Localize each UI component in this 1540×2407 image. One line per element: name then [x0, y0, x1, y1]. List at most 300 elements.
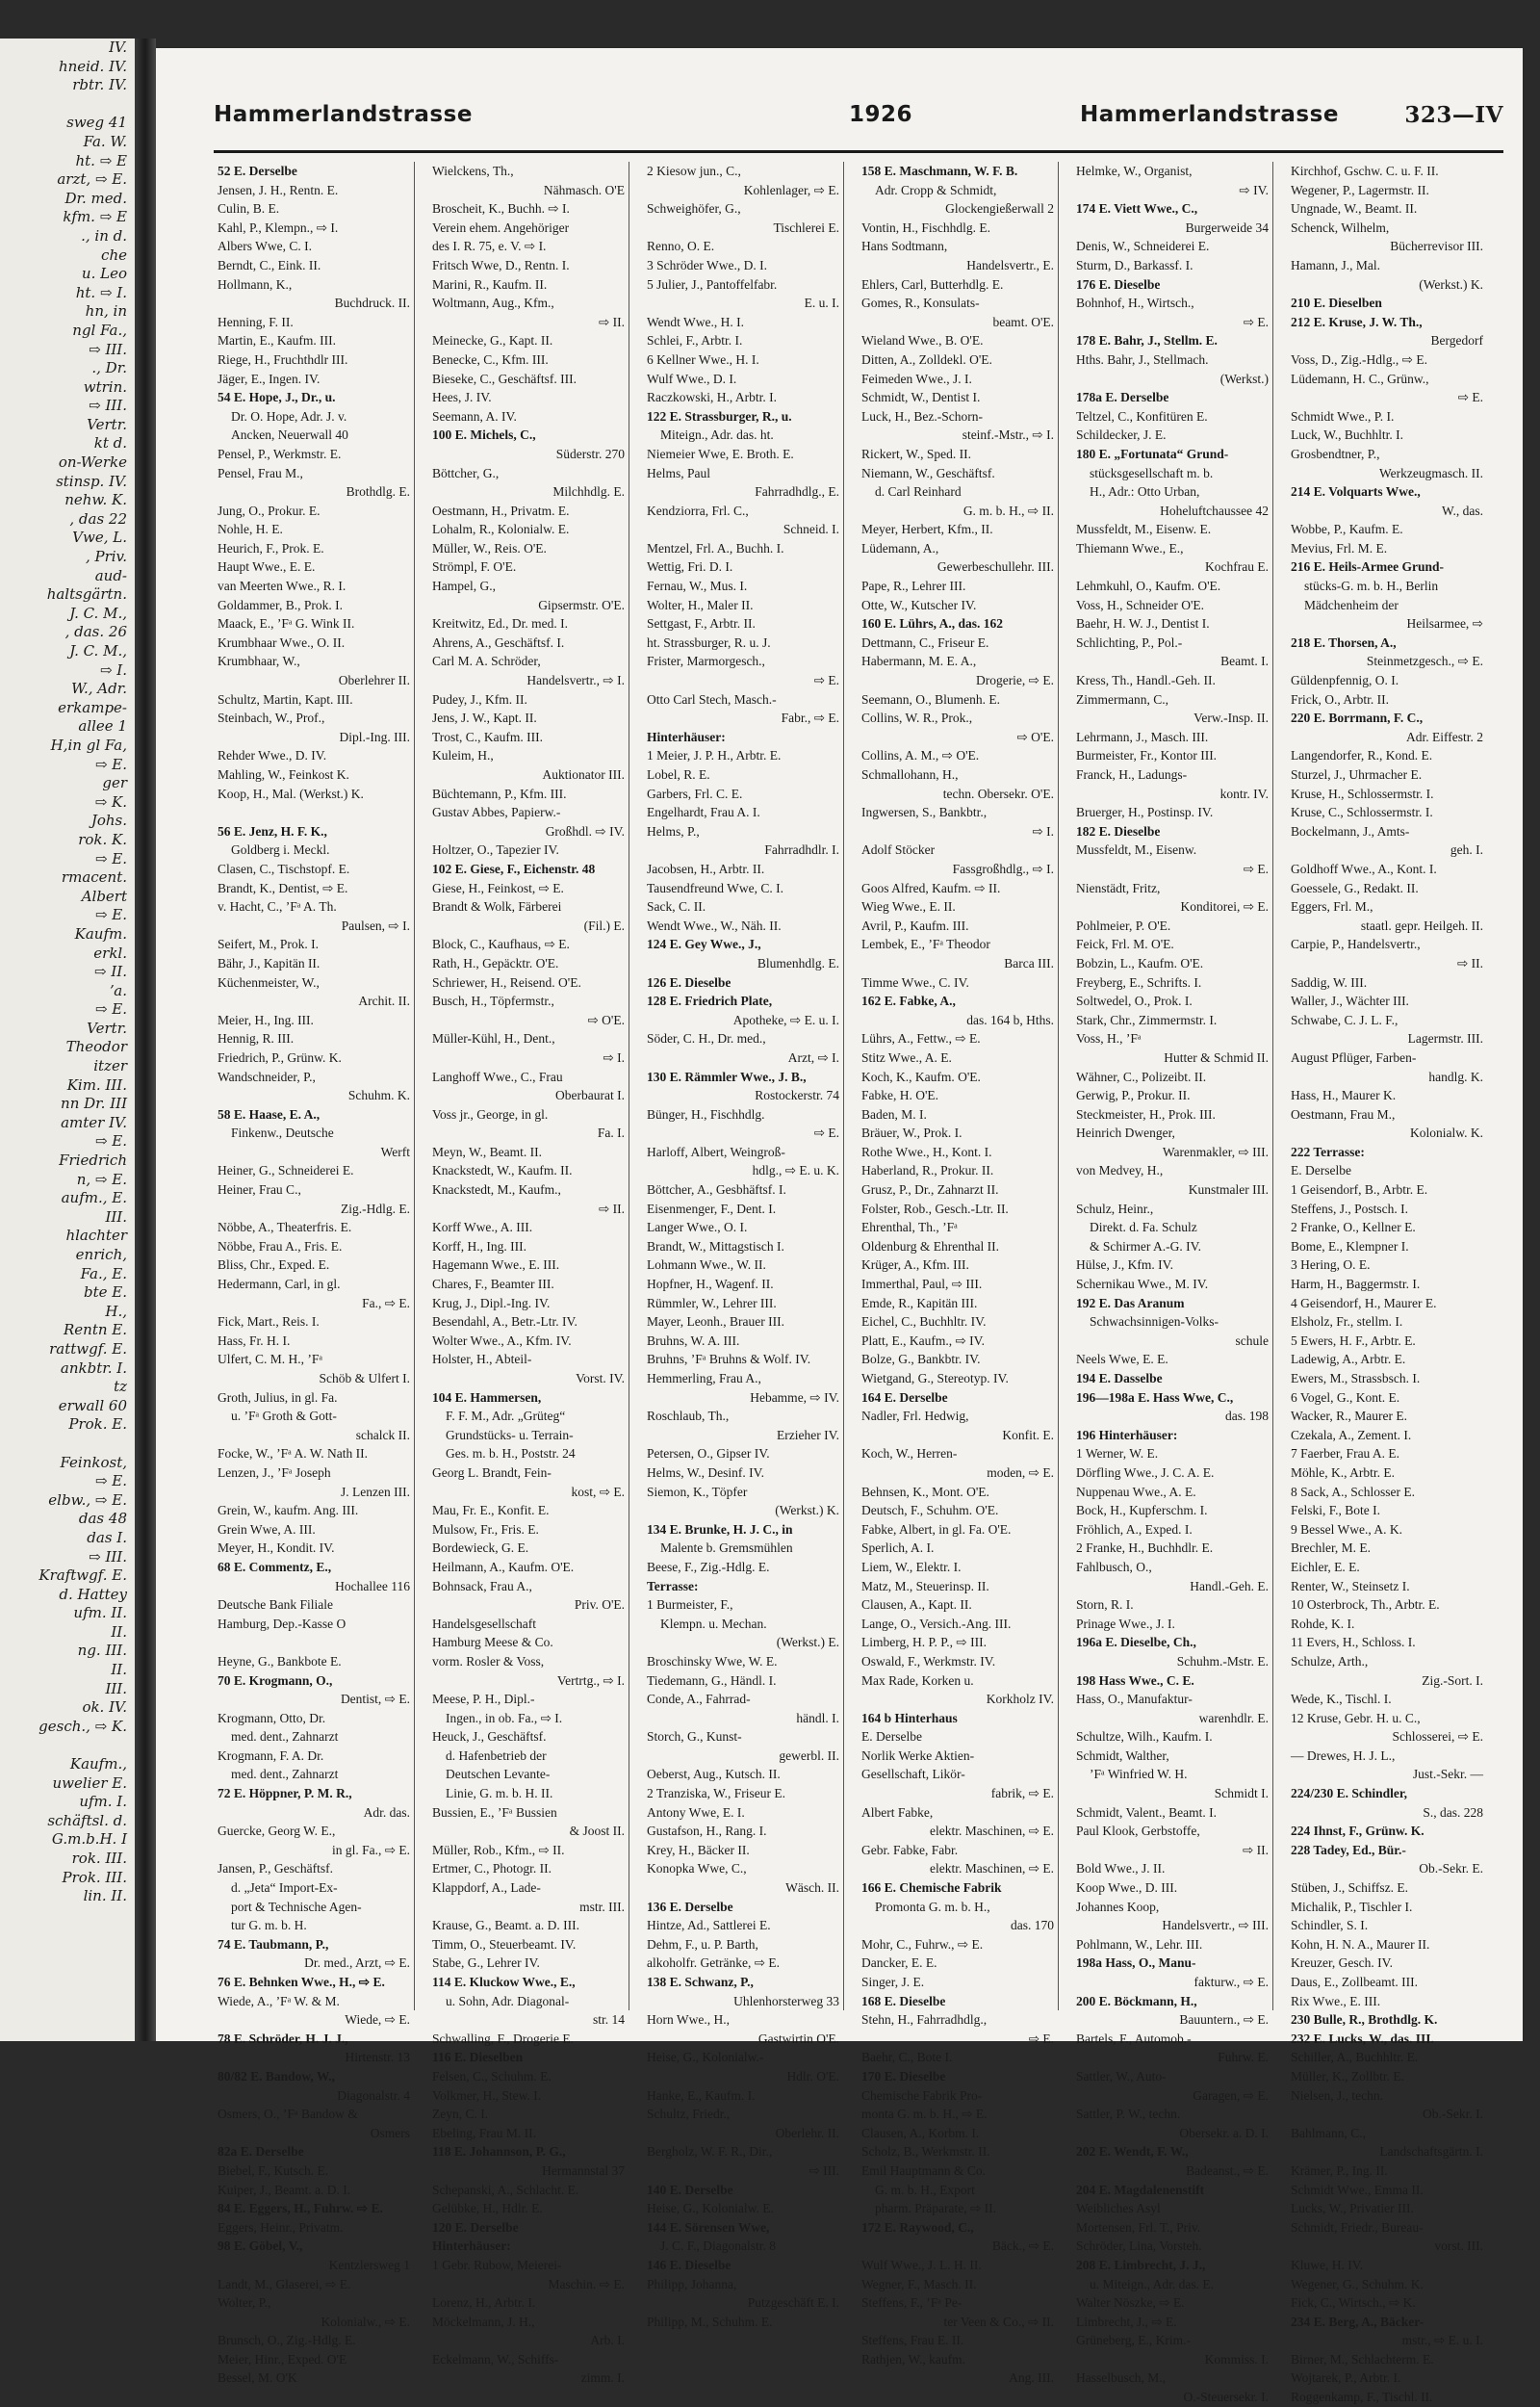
- resident-entry: Bergholz, W. F. R., Dir.,: [647, 2144, 773, 2160]
- resident-entry: Hermannstal 37: [542, 2162, 625, 2178]
- house-number-entry: 68 E. Commentz, E.,: [218, 1559, 332, 1574]
- house-number-entry: 128 E. Friedrich Plate,: [647, 994, 773, 1009]
- prev-page-line: erkl.: [93, 944, 127, 962]
- resident-entry: techn. Obersekr. O'E.: [942, 786, 1054, 801]
- resident-entry: Buchdruck. II.: [334, 296, 410, 311]
- resident-entry: Krogmann, Otto, Dr.: [218, 1710, 326, 1725]
- prev-page-line: ufm. II.: [73, 1604, 127, 1622]
- resident-entry: Heinrich Dwenger,: [1076, 1126, 1175, 1141]
- resident-entry: Mayer, Leonh., Brauer III.: [647, 1314, 785, 1330]
- resident-entry: 2 Tranziska, W., Friseur E.: [647, 1786, 786, 1801]
- resident-entry: Eichler, E. E.: [1291, 1559, 1360, 1574]
- resident-entry: Dancker, E. E.: [861, 1955, 937, 1971]
- resident-entry: ⇨ IV.: [1239, 182, 1269, 197]
- resident-entry: Gustafson, H., Rang. I.: [647, 1824, 767, 1839]
- resident-entry: Bohnhof, H., Wirtsch.,: [1076, 296, 1194, 311]
- resident-entry: Schmidt Wwe., P. I.: [1291, 408, 1395, 424]
- resident-entry: Bome, E., Klempner I.: [1291, 1238, 1409, 1254]
- resident-entry: Stüben, J., Schiffsz. E.: [1291, 1880, 1408, 1896]
- resident-entry: u. Miteign., Adr. das. E.: [1090, 2276, 1214, 2291]
- prev-page-line: Kaufm.,: [69, 1755, 127, 1773]
- resident-entry: Gesellschaft, Likör-: [861, 1767, 965, 1782]
- resident-entry: Bohnsack, Frau A.,: [432, 1578, 532, 1593]
- resident-entry: Voss jr., George, in gl.: [432, 1106, 549, 1122]
- resident-entry: Henning, F. II.: [218, 314, 294, 329]
- house-number-entry: 72 E. Höppner, P. M. R.,: [218, 1786, 352, 1801]
- resident-entry: Schernikau Wwe., M. IV.: [1076, 1277, 1209, 1292]
- resident-entry: Stabe, G., Lehrer IV.: [432, 1955, 540, 1971]
- resident-entry: Trost, C., Kaufm. III.: [432, 729, 544, 744]
- resident-entry: Storn, R. I.: [1076, 1597, 1134, 1613]
- prev-page-line: Friedrich: [59, 1152, 127, 1170]
- resident-entry: Werkzeugmasch. II.: [1379, 465, 1483, 480]
- resident-entry: Konfit. E.: [1002, 1427, 1054, 1442]
- resident-entry: Just.-Sekr. —: [1412, 1767, 1483, 1782]
- resident-entry: Heilsarmee, ⇨: [1406, 616, 1483, 632]
- resident-entry: Bliss, Chr., Exped. E.: [218, 1257, 330, 1273]
- resident-entry: ⇨ II.: [598, 314, 625, 329]
- resident-entry: Lembek, E., ʼFᵃ Theodor: [861, 937, 990, 952]
- resident-entry: stücks-G. m. b. H., Berlin: [1304, 579, 1439, 594]
- resident-entry: Oestmann, Frau M.,: [1291, 1106, 1396, 1122]
- resident-entry: Emde, R., Kapitän III.: [861, 1295, 978, 1310]
- resident-entry: Hampel, G.,: [432, 579, 496, 594]
- resident-entry: Otto Carl Stech, Masch.-: [647, 691, 777, 707]
- resident-entry: Steffens, F., ʼFᵃ Pe-: [861, 2295, 962, 2311]
- prev-page-line: ⇨ K.: [94, 792, 127, 811]
- resident-entry: Hamburg, Dep.-Kasse O: [218, 1616, 346, 1631]
- resident-entry: Eggers, Heinr., Privatm.: [218, 2219, 344, 2235]
- house-number-entry: 138 E. Schwanz, P.,: [647, 1975, 754, 1989]
- resident-entry: Müller, Rob., Kfm., ⇨ II.: [432, 1842, 565, 1857]
- house-number-entry: 144 E. Sörensen Wwe,: [647, 2219, 770, 2235]
- resident-entry: Lehrmann, J., Masch. III.: [1076, 729, 1209, 744]
- resident-entry: O.-Steuersekr. I.: [1183, 2390, 1269, 2405]
- resident-entry: Daus, E., Zollbeamt. III.: [1291, 1975, 1418, 1989]
- resident-entry: Weibliches Asyl: [1076, 2201, 1161, 2216]
- resident-entry: Mentzel, Frl. A., Buchh. I.: [647, 540, 784, 556]
- resident-entry: Sperlich, A. I.: [861, 1540, 935, 1556]
- resident-entry: Maschin. ⇨ E.: [548, 2276, 625, 2291]
- resident-entry: Bünger, H., Fischhdlg.: [647, 1106, 765, 1122]
- prev-page-line: rbtr. IV.: [72, 76, 127, 94]
- prev-page-line: Kraftwgf. E.: [38, 1566, 127, 1585]
- resident-entry: Limberg, H. P. P., ⇨ III.: [861, 1635, 987, 1650]
- resident-entry: Albert Fabke,: [861, 1804, 934, 1820]
- resident-entry: Grusz, P., Dr., Zahnarzt II.: [861, 1182, 999, 1198]
- resident-entry: Immerthal, Paul, ⇨ III.: [861, 1277, 983, 1292]
- prev-page-line: tz: [114, 1378, 127, 1396]
- resident-entry: Rümmler, W., Lehrer III.: [647, 1295, 777, 1310]
- resident-entry: Sack, C. II.: [647, 899, 706, 915]
- resident-entry: Gebr. Fabke, Fabr.: [861, 1842, 959, 1857]
- resident-entry: vorst. III.: [1434, 2239, 1483, 2254]
- page-header: [214, 102, 1503, 153]
- resident-entry: Walter Nöszke, ⇨ E.: [1076, 2295, 1185, 2311]
- resident-entry: Niemeier Wwe, E. Broth. E.: [647, 446, 794, 461]
- resident-entry: kontr. IV.: [1219, 786, 1269, 801]
- resident-entry: Stehn, H., Fahrradhdlg.,: [861, 2012, 988, 2028]
- resident-entry: Klempn. u. Mechan.: [660, 1616, 767, 1631]
- resident-entry: Fahrradhdlg., E.: [755, 484, 839, 500]
- resident-entry: alkoholfr. Getränke, ⇨ E.: [647, 1955, 781, 1971]
- resident-entry: Schulz, Heinr.,: [1076, 1201, 1154, 1216]
- resident-entry: Rothe Wwe., H., Kont. I.: [861, 1144, 992, 1159]
- resident-entry: Otte, W., Kutscher IV.: [861, 597, 977, 612]
- resident-entry: Oberlehrer II.: [338, 673, 410, 688]
- resident-entry: Luck, H., Bez.-Schorn-: [861, 408, 983, 424]
- house-number-entry: 196—198a E. Hass Wwe, C.,: [1076, 1389, 1234, 1405]
- prev-page-line: G.m.b.H. I: [51, 1830, 127, 1849]
- resident-entry: Ingen., in ob. Fa., ⇨ I.: [446, 1710, 563, 1725]
- resident-entry: Hedermann, Carl, in gl.: [218, 1277, 341, 1292]
- resident-entry: Wacker, R., Maurer E.: [1291, 1409, 1407, 1424]
- resident-entry: gewerbl. II.: [779, 1747, 839, 1763]
- resident-entry: Ges. m. b. H., Poststr. 24: [446, 1446, 576, 1462]
- resident-entry: Kreuzer, Gesch. IV.: [1291, 1955, 1394, 1971]
- resident-entry: 1 Geisendorf, B., Arbtr. E.: [1291, 1182, 1428, 1198]
- prev-page-line: ok. IV.: [82, 1698, 127, 1717]
- prev-page-line: das 48: [78, 1510, 127, 1528]
- prev-page-line: stinsp. IV.: [56, 472, 127, 490]
- prev-page-line: amter IV.: [61, 1113, 127, 1131]
- prev-page-line: J. C. M.,: [69, 604, 127, 622]
- house-number-entry: Hinterhäuser:: [432, 2239, 511, 2254]
- resident-entry: Beamt. I.: [1220, 654, 1269, 669]
- resident-entry: van Meerten Wwe., R. I.: [218, 579, 346, 594]
- resident-entry: Bergedorf: [1430, 333, 1483, 349]
- resident-entry: Wolter Wwe., A., Kfm. IV.: [432, 1333, 572, 1348]
- prev-page-line: ⇨ III.: [89, 340, 127, 358]
- prev-page-line: Feinkost,: [60, 1453, 127, 1471]
- resident-entry: Eisenmenger, F., Dent. I.: [647, 1201, 777, 1216]
- resident-entry: Grein Wwe, A. III.: [218, 1521, 316, 1537]
- resident-entry: Kuiper, J., Beamt. a. D. I.: [218, 2182, 351, 2197]
- resident-entry: Auktionator III.: [542, 767, 625, 782]
- resident-entry: Collins, A. M., ⇨ O'E.: [861, 748, 980, 764]
- resident-entry: Jensen, J. H., Rentn. E.: [218, 182, 339, 197]
- resident-entry: (Werkst.) K.: [1419, 276, 1483, 292]
- resident-entry: Schöb & Ulfert I.: [319, 1371, 410, 1385]
- resident-entry: Schmidt, Friedr., Bureau-: [1291, 2219, 1424, 2235]
- resident-entry: Heuck, J., Geschäftsf.: [432, 1729, 547, 1745]
- resident-entry: Liem, W., Elektr. I.: [861, 1559, 962, 1574]
- resident-entry: Volkmer, H., Stew. I.: [432, 2087, 542, 2103]
- house-number-entry: 202 E. Wendt, F. W.,: [1076, 2144, 1189, 2160]
- resident-entry: Schröder, Lina, Vorsteh.: [1076, 2239, 1202, 2254]
- resident-entry: Hanke, E., Kaufm. I.: [647, 2087, 756, 2103]
- prev-page-line: II.: [111, 1661, 127, 1679]
- resident-entry: Wäsch. II.: [785, 1880, 839, 1896]
- house-number-entry: 80/82 E. Bandow, W.,: [218, 2068, 335, 2083]
- resident-entry: Matz, M., Steuerinsp. II.: [861, 1578, 989, 1593]
- resident-entry: Brandt, K., Dentist, ⇨ E.: [218, 880, 348, 895]
- resident-entry: Grein, W., kaufm. Ang. III.: [218, 1503, 359, 1518]
- resident-entry: händl. I.: [796, 1710, 839, 1725]
- resident-entry: Krause, G., Beamt. a. D. III.: [432, 1918, 579, 1933]
- resident-entry: Nähmasch. O'E: [543, 182, 625, 197]
- resident-entry: Ehrenthal, Th., ʼFᵃ: [861, 1220, 958, 1235]
- resident-entry: vorm. Rosler & Voss,: [432, 1653, 545, 1669]
- resident-entry: Niemann, W., Geschäftsf.: [861, 465, 995, 480]
- resident-entry: Dettmann, C., Friseur E.: [861, 634, 989, 650]
- resident-entry: Block, C., Kaufhaus, ⇨ E.: [432, 937, 570, 952]
- resident-entry: Lehmkuhl, O., Kaufm. O'E.: [1076, 579, 1221, 594]
- resident-entry: Raczkowski, H., Arbtr. I.: [647, 390, 777, 405]
- resident-entry: ⇨ E.: [1457, 390, 1483, 405]
- resident-entry: Heiner, G., Schneiderei E.: [218, 1163, 354, 1178]
- resident-entry: Johannes Koop,: [1076, 1899, 1160, 1914]
- resident-entry: Jacobsen, H., Arbtr. II.: [647, 861, 765, 876]
- resident-entry: 6 Kellner Wwe., H. I.: [647, 351, 759, 367]
- resident-entry: handlg. K.: [1428, 1069, 1483, 1084]
- house-number-entry: 200 E. Böckmann, H.,: [1076, 1993, 1197, 2008]
- resident-entry: Schmidt, Walther,: [1076, 1747, 1169, 1763]
- resident-entry: Oberlehr. II.: [775, 2125, 839, 2140]
- prev-page-line: II.: [111, 1622, 127, 1641]
- resident-entry: Neels Wwe, E. E.: [1076, 1352, 1168, 1367]
- resident-entry: Warenmakler, ⇨ III.: [1162, 1144, 1269, 1159]
- resident-entry: Lüdemann, A.,: [861, 540, 939, 556]
- resident-entry: Ehlers, Carl, Butterhdlg. E.: [861, 276, 1004, 292]
- resident-entry: Schlei, F., Arbtr. I.: [647, 333, 743, 349]
- resident-entry: Ahrens, A., Geschäftsf. I.: [432, 634, 565, 650]
- resident-entry: Möhle, K., Arbtr. E.: [1291, 1464, 1395, 1480]
- resident-entry: kost, ⇨ E.: [571, 1484, 625, 1499]
- resident-entry: Schriewer, H., Reisend. O'E.: [432, 974, 581, 990]
- resident-entry: Deutsche Bank Filiale: [218, 1597, 333, 1613]
- resident-entry: Bäck., ⇨ E.: [991, 2239, 1054, 2254]
- prev-page-line: Kim. III.: [66, 1075, 127, 1094]
- resident-entry: Helms, W., Desinf. IV.: [647, 1464, 765, 1480]
- prev-page-line: nn Dr. III: [61, 1095, 127, 1113]
- resident-entry: Böttcher, G.,: [432, 465, 500, 480]
- resident-entry: Goessele, G., Redakt. II.: [1291, 880, 1419, 895]
- resident-entry: Schultze, Wilh., Kaufm. I.: [1076, 1729, 1213, 1745]
- prev-page-line: Fa. W.: [83, 132, 127, 150]
- resident-entry: Schuhm.-Mstr. E.: [1176, 1653, 1269, 1669]
- prev-page-line: [0, 1435, 135, 1454]
- resident-entry: — Drewes, H. J. L.,: [1291, 1747, 1396, 1763]
- resident-entry: ⇨ O'E.: [587, 1012, 625, 1027]
- house-number-entry: 168 E. Dieselbe: [861, 1993, 946, 2008]
- resident-entry: E. u. I.: [804, 296, 839, 311]
- header-year: 1926: [849, 102, 913, 127]
- resident-entry: Bock, H., Kupferschm. I.: [1076, 1503, 1208, 1518]
- prev-page-line: allee 1: [78, 717, 127, 736]
- house-number-entry: 172 E. Raywood, C.,: [861, 2219, 974, 2235]
- prev-page-line: nehw. K.: [64, 491, 127, 509]
- resident-entry: steinf.-Mstr., ⇨ I.: [962, 427, 1054, 443]
- resident-entry: Habermann, M. E. A.,: [861, 654, 977, 669]
- resident-entry: Nielsen, J., techn.: [1291, 2087, 1383, 2103]
- resident-entry: Timm, O., Steuerbeamt. IV.: [432, 1936, 577, 1952]
- house-number-entry: 52 E. Derselbe: [218, 164, 297, 178]
- resident-entry: Czekala, A., Zement. I.: [1291, 1427, 1412, 1442]
- resident-entry: August Pflüger, Farben-: [1291, 1049, 1417, 1065]
- resident-entry: Koch, W., Herren-: [861, 1446, 958, 1462]
- resident-entry: Lagermstr. III.: [1407, 1031, 1483, 1047]
- resident-entry: Wieland Wwe., B. O'E.: [861, 333, 984, 349]
- resident-entry: Ungnade, W., Beamt. II.: [1291, 201, 1418, 217]
- resident-entry: Güldenpfennig, O. I.: [1291, 673, 1399, 688]
- resident-entry: ⇨ E.: [1028, 2031, 1054, 2046]
- resident-entry: Drogerie, ⇨ E.: [975, 673, 1054, 688]
- resident-entry: v. Hacht, C., ʼFᵃ A. Th.: [218, 899, 337, 915]
- house-number-entry: 180 E. „Fortunata“ Grund-: [1076, 446, 1229, 461]
- resident-entry: Müller-Kühl, H., Dent.,: [432, 1031, 555, 1047]
- resident-entry: Mortensen, Frl. T., Priv.: [1076, 2219, 1201, 2235]
- resident-entry: Pensel, P., Werkmstr. E.: [218, 446, 342, 461]
- resident-entry: ⇨ E.: [1243, 314, 1269, 329]
- resident-entry: Saddig, W. III.: [1291, 974, 1368, 990]
- resident-entry: tur G. m. b. H.: [231, 1918, 307, 1933]
- resident-entry: das. 198: [1225, 1409, 1269, 1424]
- resident-entry: Koop Wwe., D. III.: [1076, 1880, 1178, 1896]
- resident-entry: Meinecke, G., Kapt. II.: [432, 333, 553, 349]
- prev-page-line: rok. III.: [71, 1850, 127, 1867]
- resident-entry: Wieg Wwe., E. II.: [861, 899, 956, 915]
- resident-entry: Böttcher, A., Gesbhäftsf. I.: [647, 1182, 786, 1198]
- resident-entry: Adolf Stöcker: [861, 842, 936, 858]
- resident-entry: Klappdorf, A., Lade-: [432, 1880, 541, 1896]
- resident-entry: Voss, H., ʼFᵃ: [1076, 1031, 1142, 1047]
- resident-entry: Korff Wwe., A. III.: [432, 1220, 533, 1235]
- resident-entry: u. Sohn, Adr. Diagonal-: [446, 1993, 570, 2008]
- prev-page-line: IV.: [109, 39, 127, 56]
- resident-entry: Marini, R., Kaufm. II.: [432, 276, 548, 292]
- resident-entry: Chemische Fabrik Pro-: [861, 2087, 983, 2103]
- prev-page-line: J. C. M.,: [69, 642, 127, 660]
- resident-entry: G. m. b. H., ⇨ II.: [962, 503, 1054, 518]
- resident-entry: [214, 803, 414, 822]
- house-number-entry: 102 E. Giese, F., Eichenstr. 48: [432, 861, 596, 876]
- resident-entry: 1 Meier, J. P. H., Arbtr. E.: [647, 748, 782, 764]
- resident-entry: Barca III.: [1004, 955, 1054, 971]
- resident-entry: Engelhardt, Frau A. I.: [647, 805, 760, 820]
- resident-entry: Meyer, H., Kondit. IV.: [218, 1540, 335, 1556]
- house-number-entry: 198a Hass, O., Manu-: [1076, 1955, 1196, 1971]
- resident-entry: Goos Alfred, Kaufm. ⇨ II.: [861, 880, 1001, 895]
- resident-entry: Handelsvertr., E.: [966, 257, 1054, 272]
- resident-entry: Michalik, P., Tischler I.: [1291, 1899, 1413, 1914]
- resident-entry: Nadler, Frl. Hedwig,: [861, 1409, 969, 1424]
- prev-page-line: Prok. III.: [62, 1868, 127, 1886]
- prev-page-line: ⇨ E.: [94, 1472, 127, 1490]
- resident-entry: Arzt, ⇨ I.: [787, 1049, 839, 1065]
- resident-entry: Albers Wwe, C. I.: [218, 239, 312, 254]
- resident-entry: Voss, H., Schneider O'E.: [1076, 597, 1205, 612]
- resident-entry: Avril, P., Kaufm. III.: [861, 918, 969, 933]
- resident-entry: ht. Strassburger, R. u. J.: [647, 634, 771, 650]
- resident-entry: Holtzer, O., Tapezier IV.: [432, 842, 559, 858]
- resident-entry: Burmeister, Fr., Kontor III.: [1076, 748, 1218, 764]
- resident-entry: Wandschneider, P.,: [218, 1069, 316, 1084]
- resident-entry: Badeanst., ⇨ E.: [1186, 2162, 1269, 2178]
- resident-entry: Bartels, F., Automob.-: [1076, 2031, 1192, 2046]
- resident-entry: Haupt Wwe., E. E.: [218, 559, 316, 575]
- prev-page-line: ngl Fa.,: [72, 321, 127, 339]
- resident-entry: Schepanski, A., Schlacht. E.: [432, 2182, 579, 2197]
- resident-entry: Sattler, P. W., techn.: [1076, 2107, 1181, 2122]
- resident-entry: Priv. O'E.: [574, 1597, 625, 1613]
- resident-entry: Baden, M. I.: [861, 1106, 927, 1122]
- resident-entry: Rathjen, W., kaufm.: [861, 2351, 965, 2367]
- resident-entry: Ewers, M., Strassbsch. I.: [1291, 1371, 1421, 1385]
- resident-entry: 3 Schröder Wwe., D. I.: [647, 257, 767, 272]
- resident-entry: Erzieher IV.: [777, 1427, 839, 1442]
- resident-entry: Arb. I.: [590, 2333, 625, 2348]
- house-number-entry: 164 b Hinterhaus: [861, 1710, 958, 1725]
- resident-entry: u. ʼFᵃ Groth & Gott-: [231, 1409, 337, 1424]
- prev-page-line: Dr. med.: [64, 189, 127, 207]
- resident-entry: Freyberg, E., Schrifts. I.: [1076, 974, 1202, 990]
- resident-entry: Schulze, Arth.,: [1291, 1653, 1369, 1669]
- resident-entry: Kirchhof, Gschw. C. u. F. II.: [1291, 164, 1439, 178]
- resident-entry: Schenck, Wilhelm,: [1291, 220, 1390, 235]
- house-number-entry: 116 E. Dieselben: [432, 2050, 524, 2065]
- prev-page-line: hneid. IV.: [58, 57, 127, 75]
- resident-entry: 2 Franke, H., Buchhdlr. E.: [1076, 1540, 1214, 1556]
- resident-entry: Meier, H., Ing. III.: [218, 1012, 314, 1027]
- prev-page-line: ger: [102, 774, 127, 792]
- resident-entry: mstr., ⇨ E. u. I.: [1401, 2333, 1483, 2348]
- prev-page-line: kt d.: [93, 434, 127, 453]
- resident-entry: Müller, W., Reis. O'E.: [432, 540, 547, 556]
- resident-entry: Elsholz, Fr., stellm. I.: [1291, 1314, 1403, 1330]
- resident-entry: Goldhoff Wwe., A., Kont. I.: [1291, 861, 1437, 876]
- prev-page-line: schäftsl. d.: [47, 1811, 127, 1829]
- resident-entry: Handelsvertr., ⇨ I.: [526, 673, 625, 688]
- prev-page-line: u. Leo: [81, 265, 127, 283]
- resident-entry: Kochfrau E.: [1205, 559, 1269, 575]
- house-number-entry: 222 Terrasse:: [1291, 1144, 1365, 1159]
- resident-entry: ⇨ E.: [813, 673, 839, 688]
- resident-entry: Ingwersen, S., Bankbtr.,: [861, 805, 988, 820]
- resident-entry: zimm. I.: [580, 2370, 625, 2386]
- house-number-entry: 218 E. Thorsen, A.,: [1291, 634, 1397, 650]
- resident-entry: Grundstücks- u. Terrain-: [446, 1427, 574, 1442]
- resident-entry: Wielckens, Th.,: [432, 164, 514, 178]
- house-number-entry: 140 E. Derselbe: [647, 2182, 733, 2197]
- resident-entry: Hemmerling, Frau A.,: [647, 1371, 761, 1385]
- resident-entry: Bauuntern., ⇨ E.: [1179, 2012, 1269, 2028]
- resident-entry: Hoheluftchaussee 42: [1160, 503, 1269, 518]
- resident-entry: Timme Wwe., C. IV.: [861, 974, 969, 990]
- resident-entry: Platt, E., Kaufm., ⇨ IV.: [861, 1333, 986, 1348]
- resident-entry: Steinmetzgesch., ⇨ E.: [1366, 654, 1483, 669]
- resident-entry: 5 Julier, J., Pantoffelfabr.: [647, 276, 778, 292]
- house-number-entry: 232 E. Lucks, W., das. III.: [1291, 2031, 1434, 2046]
- resident-entry: Fabr., ⇨ E.: [781, 711, 839, 726]
- resident-entry: Holster, H., Abteil-: [432, 1352, 532, 1367]
- resident-entry: Feimeden Wwe., J. I.: [861, 371, 972, 386]
- house-number-entry: 228 Tadey, Ed., Bür.-: [1291, 1842, 1406, 1857]
- prev-page-line: on-Werke: [58, 453, 127, 472]
- prev-page-line: Rentn E.: [63, 1321, 127, 1339]
- resident-entry: Lucks, W., Privatier III.: [1291, 2201, 1414, 2216]
- resident-entry: elektr. Maschinen, ⇨ E.: [929, 1824, 1054, 1839]
- resident-entry: Wolter, P.,: [218, 2295, 271, 2311]
- directory-column-3: [643, 162, 844, 2329]
- resident-entry: Koch, K., Kaufm. O'E.: [861, 1069, 981, 1084]
- resident-entry: Brechler, M. E.: [1291, 1540, 1372, 1556]
- directory-column-4: [858, 162, 1059, 2386]
- resident-entry: Collins, W. R., Prok.,: [861, 711, 973, 726]
- resident-entry: Osmers, O., ʼFᵃ Bandow &: [218, 2107, 358, 2122]
- house-number-entry: 208 E. Limbrecht, J. J.,: [1076, 2257, 1206, 2272]
- prev-page-line: III.: [105, 1207, 127, 1226]
